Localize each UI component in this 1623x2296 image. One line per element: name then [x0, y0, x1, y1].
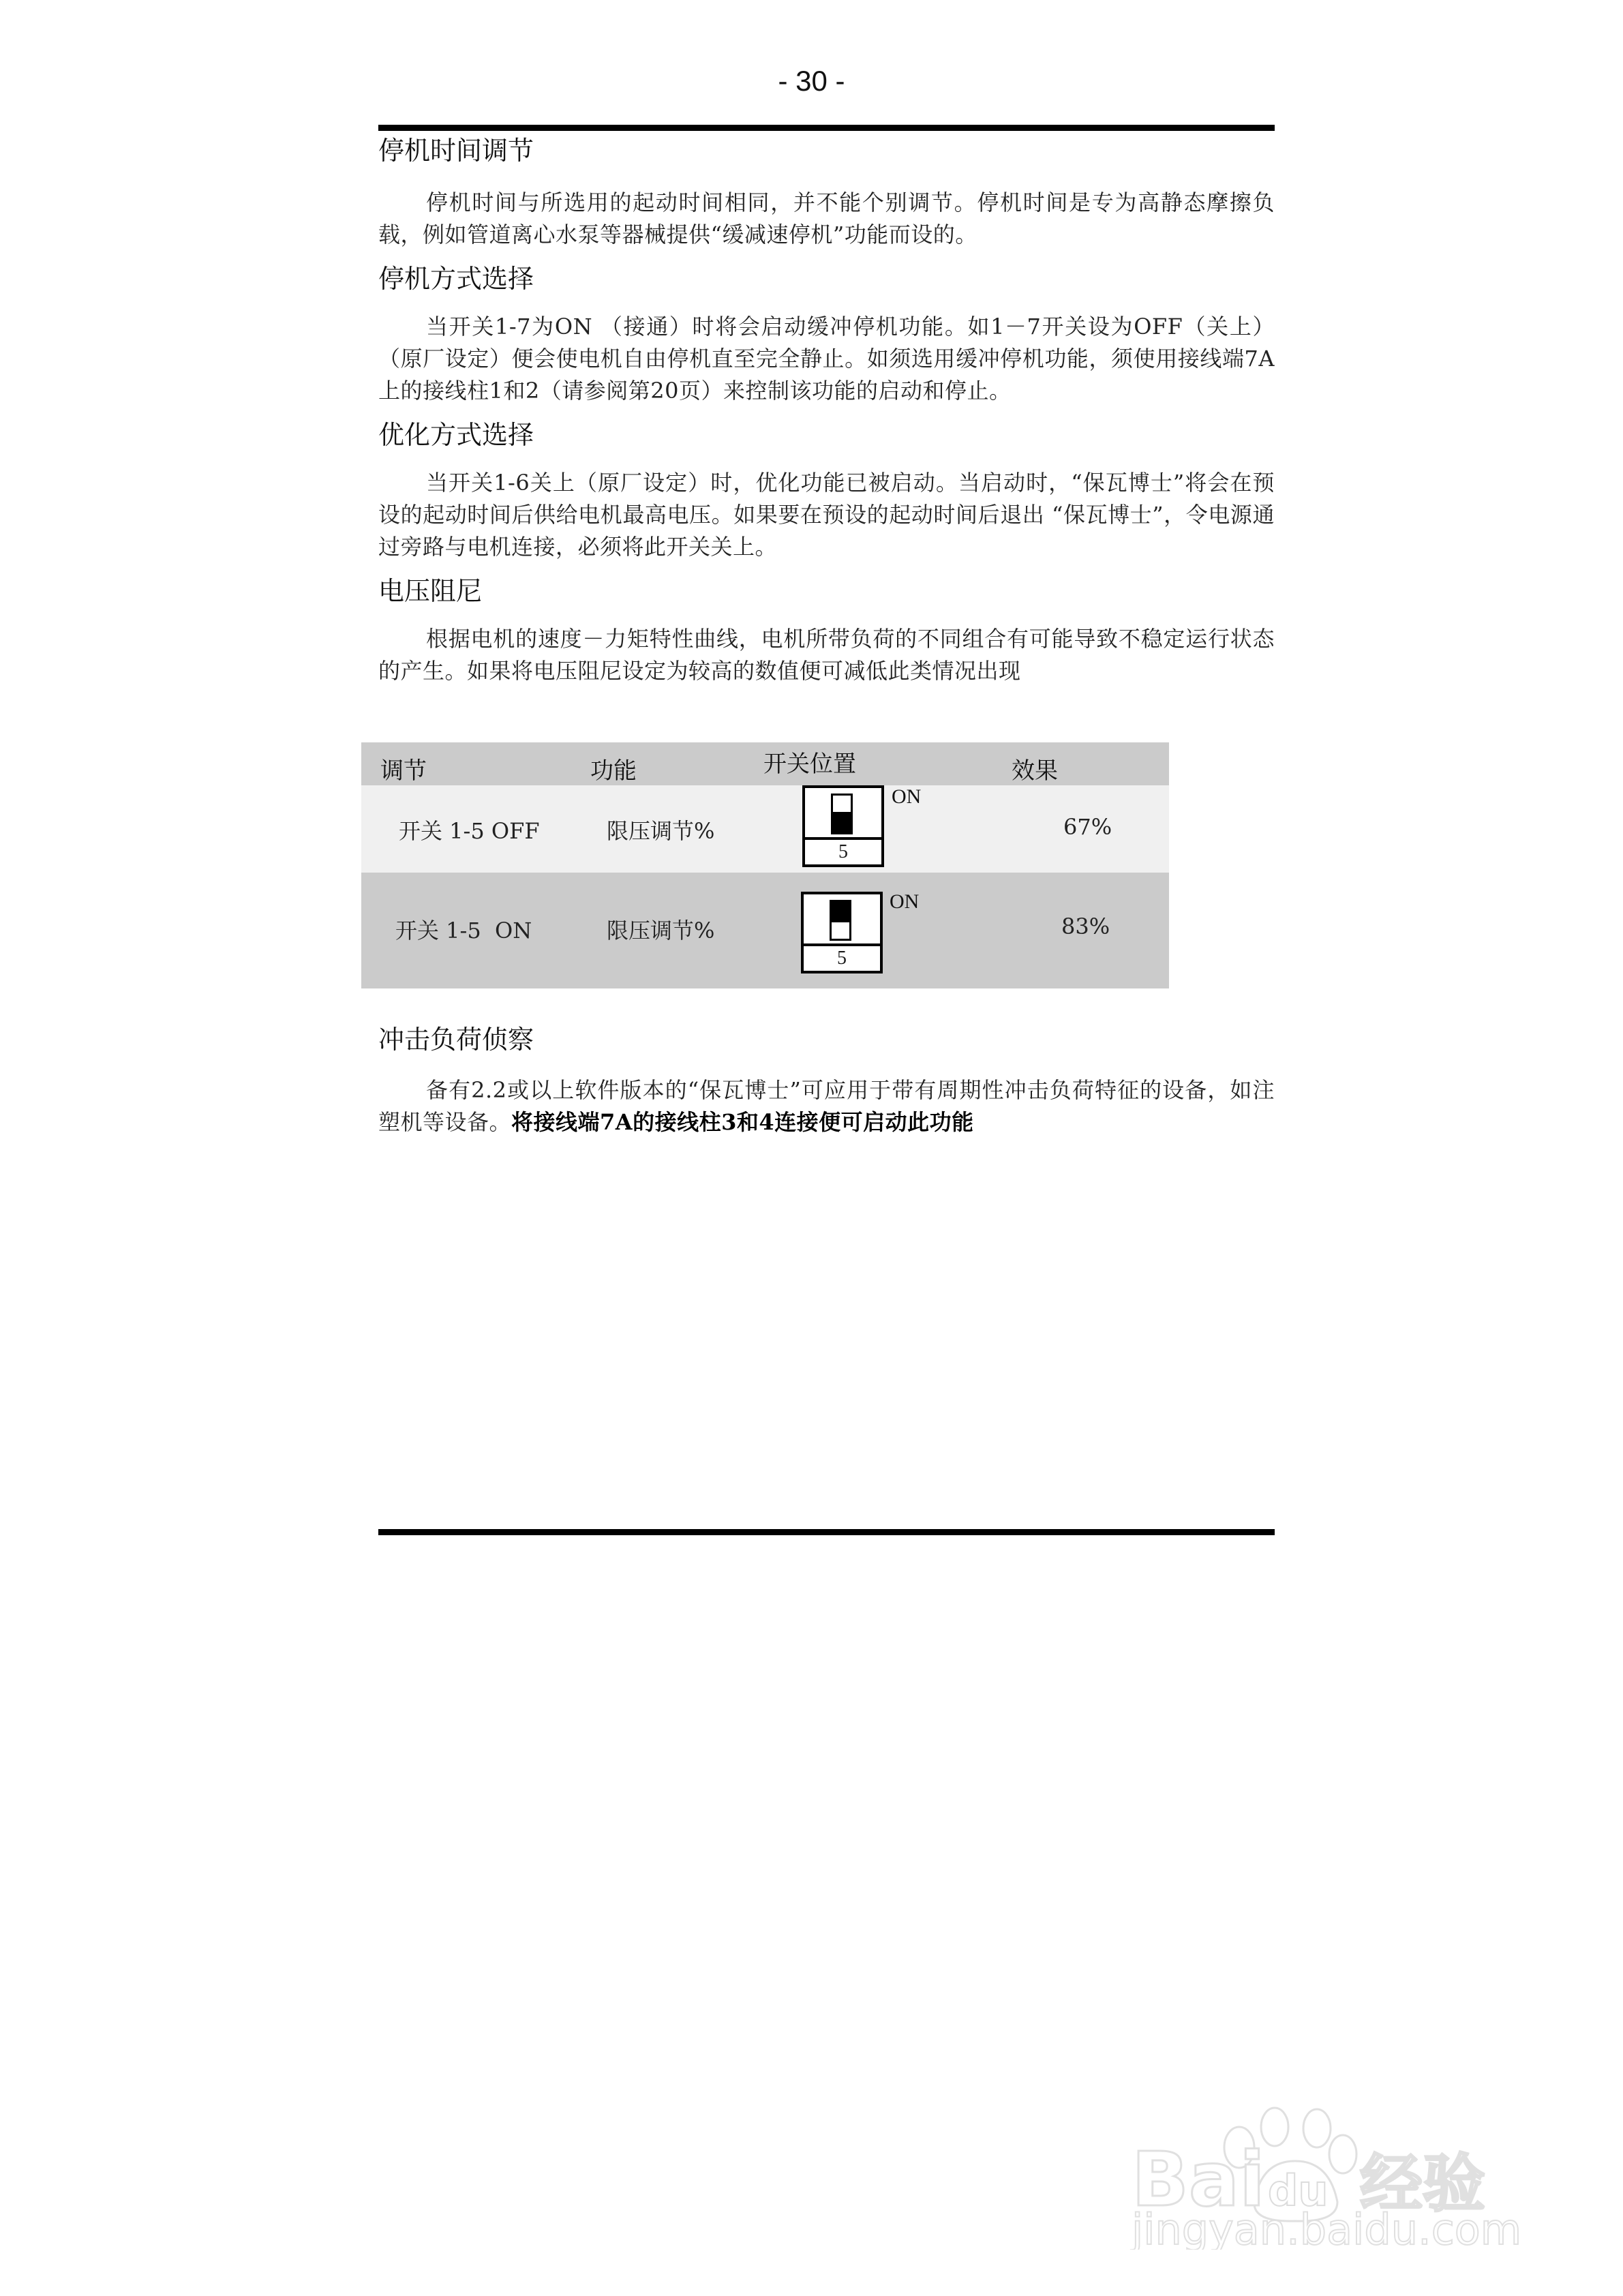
- effect-cell: 83%: [1061, 913, 1110, 939]
- function-cell: 限压调节%: [607, 918, 715, 943]
- section-impact-load: [378, 1023, 1275, 1138]
- on-label: ON: [892, 785, 922, 808]
- table-row: [361, 785, 1169, 873]
- section-paragraph: 停机时间与所选用的起动时间相同，并不能个别调节。停机时间是专为高静态摩擦负载，例如管道离心水泵等器械提供“缓减速停机”功能而设的。: [378, 190, 1275, 247]
- section-stop-time: [378, 134, 1275, 251]
- section-stop-mode: [378, 262, 1275, 407]
- baidu-jingyan-watermark: [1125, 2045, 1547, 2250]
- section-heading: 停机时间调节: [378, 136, 534, 166]
- table-row: [361, 873, 1169, 988]
- on-label: ON: [890, 890, 920, 913]
- dip-switch-off-icon: [802, 785, 884, 867]
- section-heading: 冲击负荷侦察: [378, 1025, 534, 1055]
- section-paragraph: [378, 1074, 1275, 1138]
- header-switch-position: 开关位置: [763, 751, 856, 778]
- section-optimize-mode: [378, 418, 1275, 563]
- setting-cell: 开关 1-5 OFF: [399, 818, 540, 844]
- paragraph-text: 备有2.2或以上软件版本的“保瓦博士”可应用于带有周期性冲击负荷特征的设备，如注塑机等设备。: [378, 1077, 1275, 1135]
- paragraph-bold-text: 将接线端7A的接线柱3和4连接便可启动此功能: [511, 1109, 974, 1135]
- section-heading: 停机方式选择: [378, 264, 534, 294]
- switch-number: 5: [837, 948, 847, 969]
- dip-switch-on-icon: [801, 892, 883, 973]
- section-heading: 电压阻尼: [378, 576, 483, 606]
- svg-text:经验: 经验: [1360, 2147, 1486, 2220]
- section-paragraph: 当开关1-6关上（原厂设定）时，优化功能已被启动。当启动时，“保瓦博士”将会在预设的起动时间后供给电机最高电压。如果要在预设的起动时间后退出 “保瓦博士”，令电源通过旁路与电机连接，必须将此开关关上。: [378, 470, 1275, 560]
- section-paragraph: 根据电机的速度－力矩特性曲线，电机所带负荷的不同组合有可能导致不稳定运行状态的产生。如果将电压阻尼设定为较高的数值便可减低此类情况出现: [378, 626, 1275, 684]
- table-header-row: [361, 742, 1169, 785]
- section-heading: 优化方式选择: [378, 420, 534, 450]
- dip-switch-table: [361, 742, 1169, 988]
- bottom-rule: [378, 1529, 1275, 1535]
- section-voltage-damping: [378, 574, 1275, 687]
- page-number: - 30 -: [778, 65, 845, 97]
- switch-number: 5: [838, 841, 848, 862]
- header-effect: 效果: [1012, 757, 1058, 785]
- section-paragraph: 当开关1-7为ON （接通）时将会启动缓冲停机功能。如1－7开关设为OFF（关上）（原厂设定）便会使电机自由停机直至完全静止。如须选用缓冲停机功能，须使用接线端7A上的接线柱1和2（请参阅第20页）来控制该功能的启动和停止。: [378, 314, 1275, 404]
- svg-text:du: du: [1268, 2166, 1329, 2216]
- header-function: 功能: [590, 757, 637, 785]
- setting-cell: 开关 1-5 ON: [395, 918, 532, 943]
- svg-text:jingyan.baidu.com: jingyan.baidu.com: [1132, 2205, 1522, 2250]
- header-setting: 调节: [380, 757, 427, 785]
- effect-cell: 67%: [1063, 814, 1112, 840]
- function-cell: 限压调节%: [607, 818, 715, 844]
- brand-text: Bai: [1132, 2136, 1265, 2223]
- top-rule: [378, 125, 1275, 131]
- paw-logo-icon: [1125, 2045, 1547, 2250]
- document-body: [378, 134, 1275, 687]
